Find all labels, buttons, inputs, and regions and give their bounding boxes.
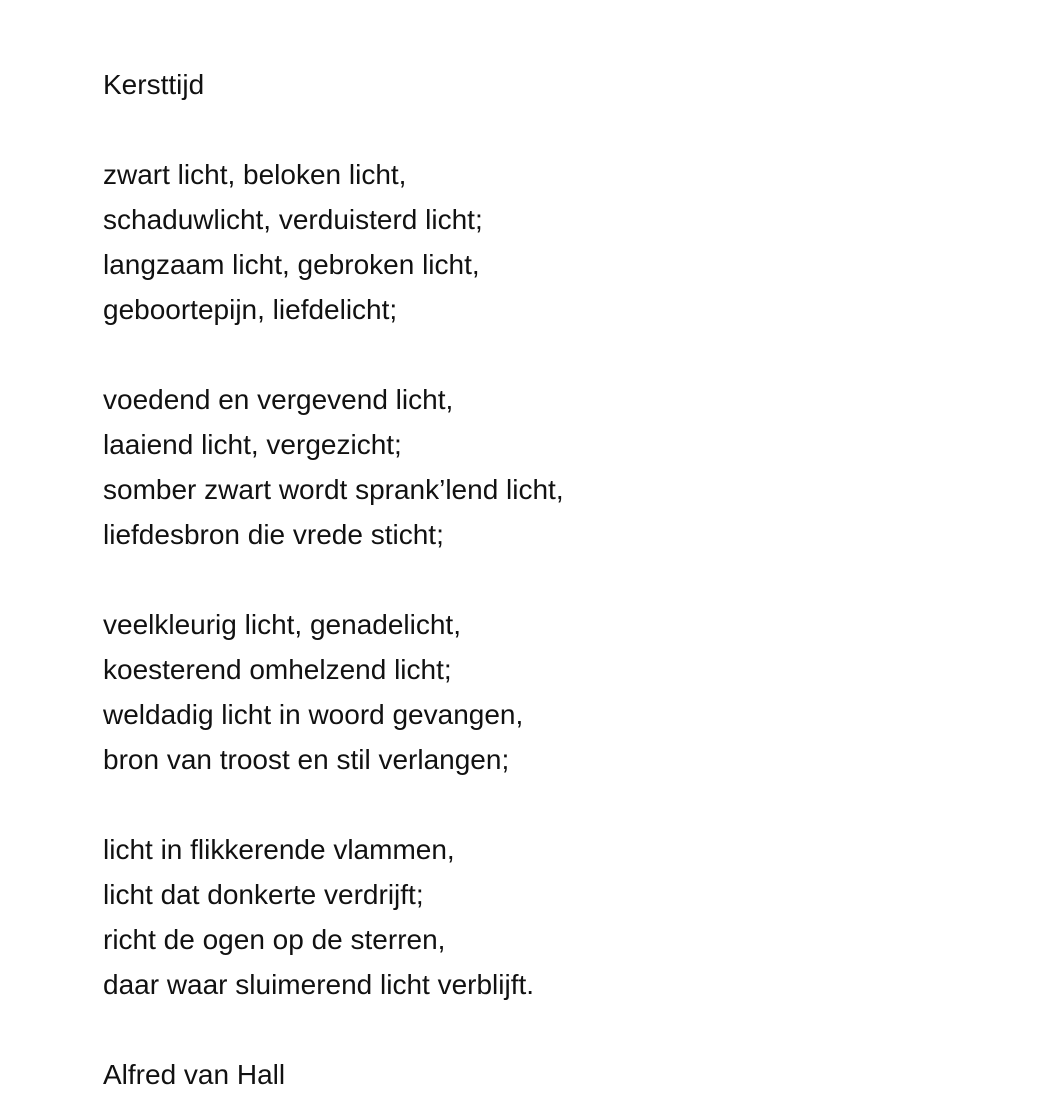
stanza-2 xyxy=(103,377,1003,557)
poem-line: weldadig licht in woord gevangen, xyxy=(103,699,524,730)
poem-author: Alfred van Hall xyxy=(103,1059,286,1090)
stanza-4 xyxy=(103,827,1003,1007)
poem-line: langzaam licht, gebroken licht, xyxy=(103,249,480,280)
poem-line: richt de ogen op de sterren, xyxy=(103,924,446,955)
poem-line: koesterend omhelzend licht; xyxy=(103,654,452,685)
poem-line: daar waar sluimerend licht verblijft. xyxy=(103,969,535,1000)
poem-line: zwart licht, beloken licht, xyxy=(103,159,407,190)
poem-line: schaduwlicht, verduisterd licht; xyxy=(103,204,483,235)
stanza-1 xyxy=(103,152,1003,332)
poem-line: licht dat donkerte verdrijft; xyxy=(103,879,424,910)
poem-line: somber zwart wordt sprank’lend licht, xyxy=(103,474,564,505)
poem-line: bron van troost en stil verlangen; xyxy=(103,744,510,775)
poem-title: Kersttijd xyxy=(103,69,205,100)
poem-line: voedend en vergevend licht, xyxy=(103,384,454,415)
poem-document xyxy=(103,62,1003,1097)
poem-line: veelkleurig licht, genadelicht, xyxy=(103,609,461,640)
poem-line: licht in flikkerende vlammen, xyxy=(103,834,455,865)
poem-line: liefdesbron die vrede sticht; xyxy=(103,519,444,550)
stanza-3 xyxy=(103,602,1003,782)
poem-line: geboortepijn, liefdelicht; xyxy=(103,294,398,325)
poem-line: laaiend licht, vergezicht; xyxy=(103,429,402,460)
